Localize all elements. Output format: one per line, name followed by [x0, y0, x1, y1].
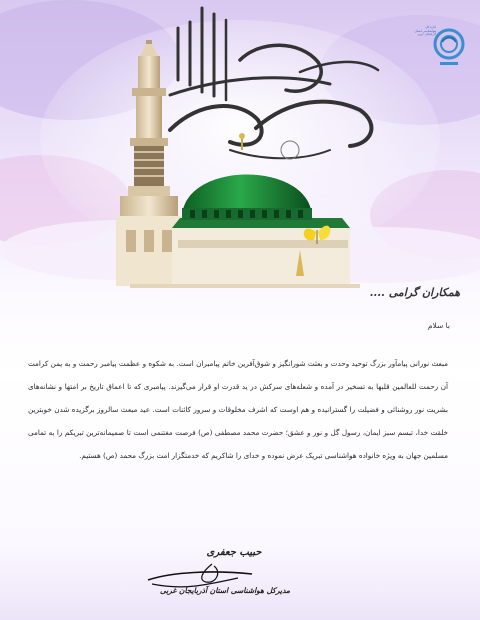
- organization-logo-icon: [432, 24, 466, 70]
- letter-greeting: همکاران گرامی ....: [369, 286, 460, 299]
- signature-name: حبیب جعفری: [206, 547, 262, 558]
- letter-salutation: با سلام: [427, 321, 450, 330]
- logo-caption: اداره کل هواشناسی استان آذربایجان غربی: [414, 25, 436, 36]
- signature-title: مدیرکل هواشناسی استان آذربایجان غربی: [159, 586, 291, 595]
- letter-body: مبعث نورانی پیامآور بزرگ توحید وحدت و بعثت شورانگیز و شوق‌آفرین خاتم پیامبران است. به شکوه و عظمت پیامبر رحمت و به یمن کرامت آن رحمت للعالمین قلبها به تسخیر در آمده و شعله‌های سرکش در ید قدرت او قرار می‌گیرند. پیامبری که تا اعماق تاریخ بر امتها و نشانه‌های بشریت نور روشنائی و فضیلت را گسترانیده و هم اوست که اشرف مخلوقات و سرور کائنات است. عید مبعث سالروز برگزیده شدن خوبترین خلقت خدا، تبسم سبز ایمان، رسول گل و نور و عشق؛ حضرت محمد مصطفی (ص) فرصت مغتنمی است تا صمیمانه‌ترین تبریکم را به تمامی مسلمین جهان به ویژه خانواده هواشناسی تبریک عرض نموده و خدای را شاکریم که خدمتگزار امت بزرگ محمد (ص) هستیم.: [28, 359, 448, 460]
- header-illustration: [0, 0, 480, 300]
